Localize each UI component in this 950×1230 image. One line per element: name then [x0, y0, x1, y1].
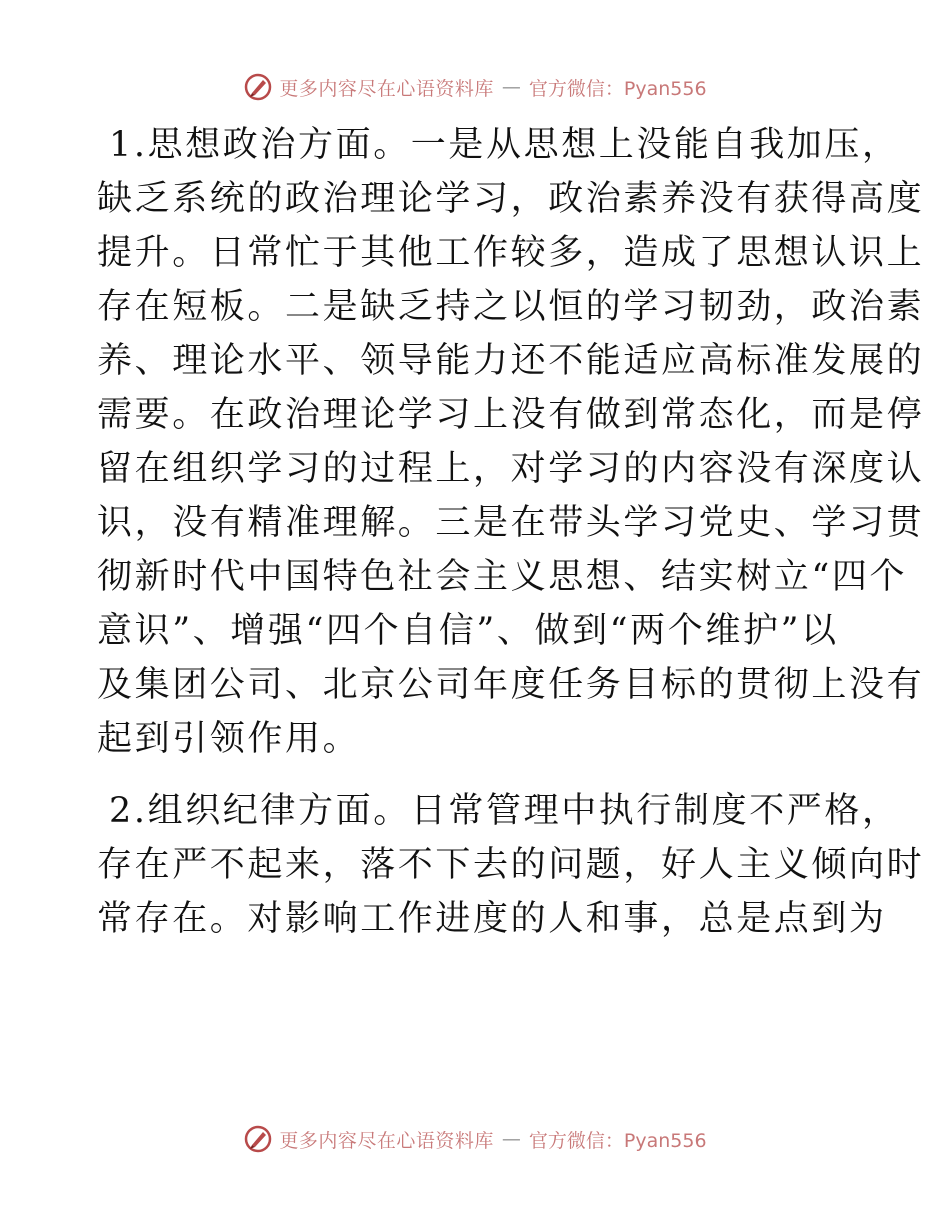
text-line: 识，没有精准理解。三是在带头学习党史、学习贯 [97, 503, 925, 543]
watermark-separator: — [501, 1128, 521, 1150]
paragraph-discipline [97, 784, 925, 946]
text-line: 及集团公司、北京公司年度任务目标的贯彻上没有 [97, 665, 925, 705]
text-line: 常存在。对影响工作进度的人和事，总是点到为 [97, 899, 887, 939]
watermark-separator: — [501, 76, 521, 98]
header-watermark [0, 72, 950, 102]
footer-watermark [0, 1124, 950, 1154]
watermark-brand: 更多内容尽在心语资料库 [279, 77, 494, 100]
text-line: 彻新时代中国特色社会主义思想、结实树立“四个 [97, 557, 908, 597]
text-line: 意识”、增强“四个自信”、做到“两个维护”以 [97, 611, 839, 651]
text-line: 2.组织纪律方面。日常管理中执行制度不严格， [109, 791, 900, 831]
paragraph-political [97, 118, 925, 766]
watermark-contact: 官方微信：Pyan556 [528, 77, 707, 100]
text-line: 存在短板。二是缺乏持之以恒的学习韧劲，政治素 [97, 287, 925, 327]
text-line: 养、理论水平、领导能力还不能适应高标准发展的 [97, 341, 925, 381]
watermark-contact: 官方微信：Pyan556 [528, 1129, 707, 1152]
pen-circle-icon [243, 1124, 273, 1154]
text-line: 1.思想政治方面。一是从思想上没能自我加压， [109, 125, 900, 165]
text-line: 提升。日常忙于其他工作较多，造成了思想认识上 [97, 233, 925, 273]
pen-circle-icon [243, 72, 273, 102]
watermark-brand: 更多内容尽在心语资料库 [279, 1129, 494, 1152]
text-line: 起到引领作用。 [97, 719, 361, 759]
text-line: 存在严不起来，落不下去的问题，好人主义倾向时 [97, 845, 925, 885]
text-line: 缺乏系统的政治理论学习，政治素养没有获得高度 [97, 179, 925, 219]
text-line: 需要。在政治理论学习上没有做到常态化，而是停 [97, 395, 925, 435]
document-body [97, 118, 925, 946]
text-line: 留在组织学习的过程上，对学习的内容没有深度认 [97, 449, 925, 489]
